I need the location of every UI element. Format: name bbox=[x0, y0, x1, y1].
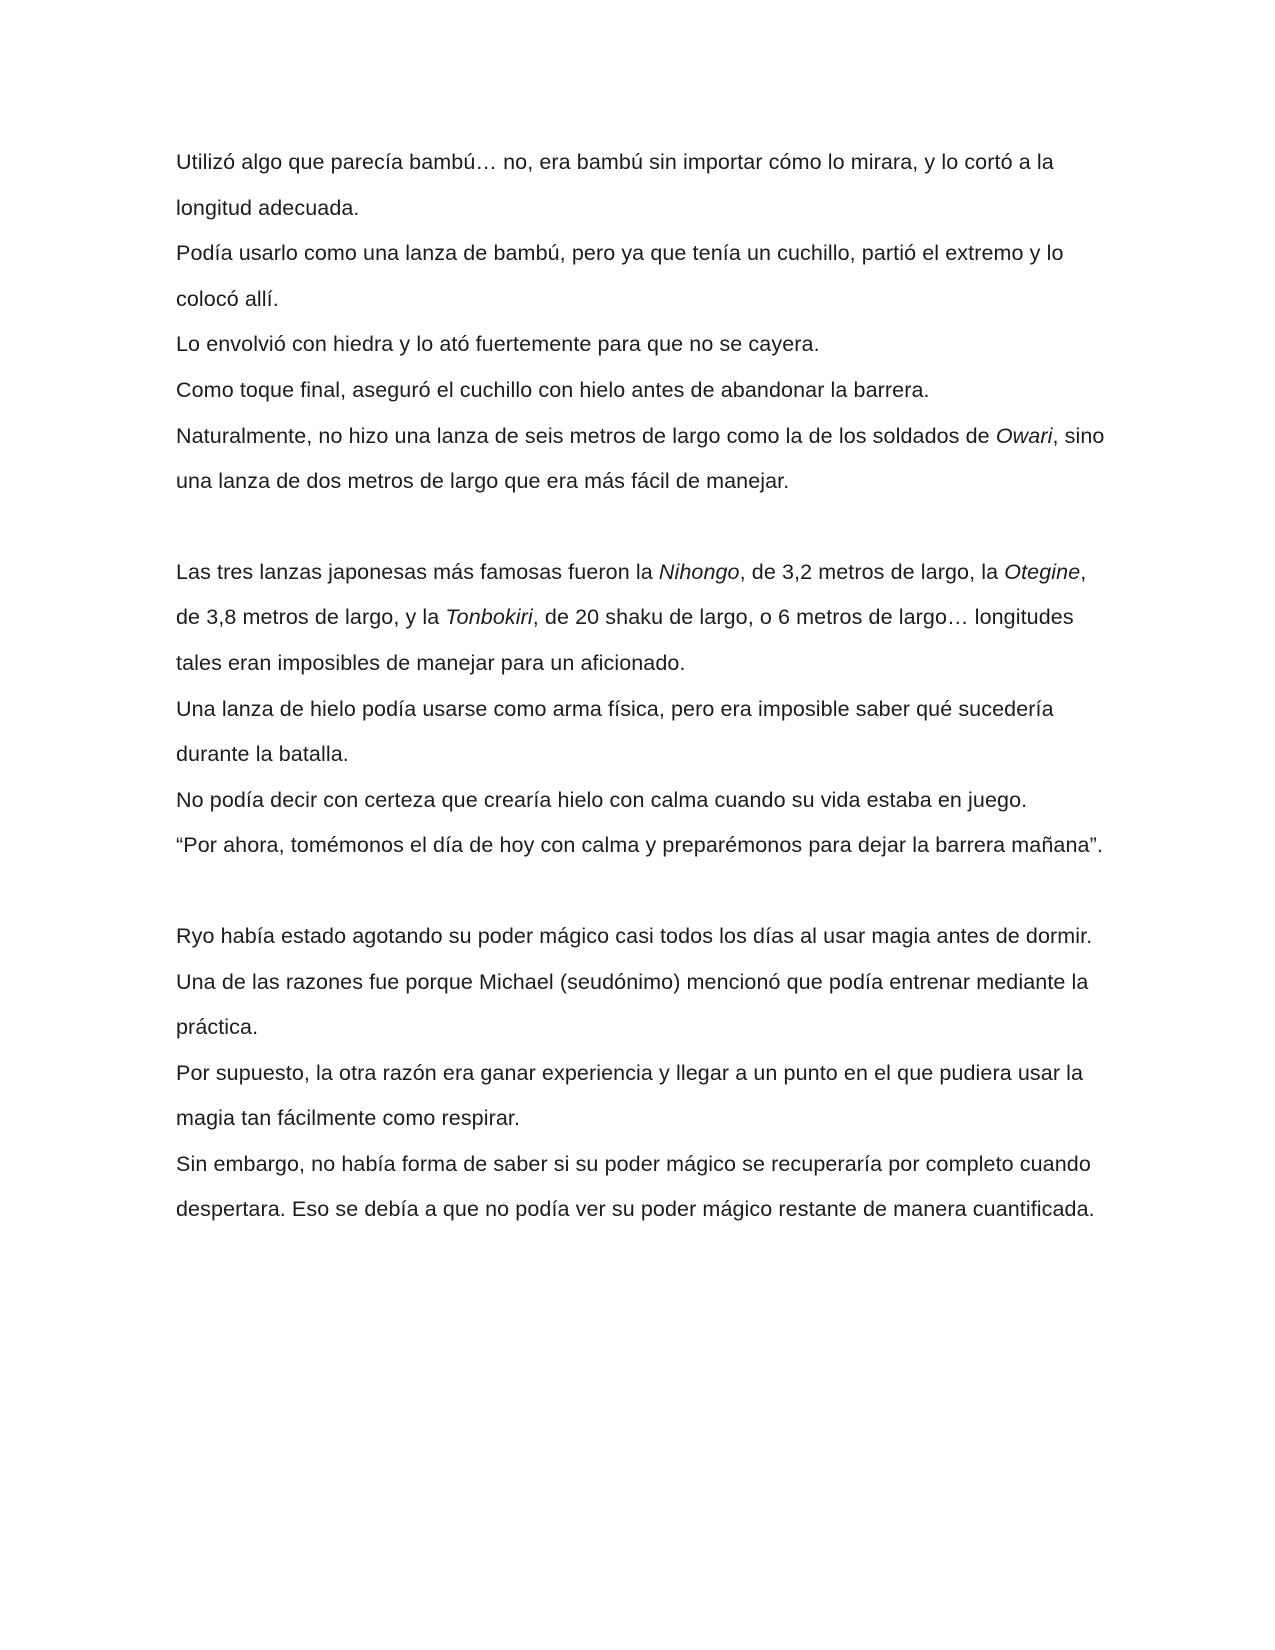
paragraph bbox=[176, 1142, 1106, 1233]
text-run: No podía decir con certeza que crearía hielo con calma cuando su vida estaba en juego. bbox=[176, 787, 1028, 812]
text-run: “Por ahora, tomémonos el día de hoy con calma y preparémonos para dejar la barrera mañana”. bbox=[176, 833, 1103, 858]
paragraph bbox=[176, 322, 1106, 368]
paragraph bbox=[176, 687, 1106, 778]
paragraph-gap bbox=[176, 869, 1106, 914]
text-run: Como toque final, aseguró el cuchillo con hielo antes de abandonar la barrera. bbox=[176, 377, 930, 402]
text-run: Lo envolvió con hiedra y lo ató fuertemente para que no se cayera. bbox=[176, 332, 820, 357]
paragraph bbox=[176, 823, 1106, 869]
text-run: , de 20 shaku de largo, o 6 metros de largo… longitudes tales eran imposibles de manejar para un aficionado. bbox=[176, 605, 1074, 675]
text-run: Las tres lanzas japonesas más famosas fueron la bbox=[176, 559, 659, 584]
italic-term: Nihongo bbox=[658, 559, 740, 584]
text-run: , de 3,2 metros de largo, la bbox=[739, 559, 1005, 584]
text-run: Naturalmente, no hizo una lanza de seis metros de largo como la de los soldados de bbox=[176, 423, 996, 448]
paragraph bbox=[176, 550, 1106, 687]
text-run: Una lanza de hielo podía usarse como arma física, pero era imposible saber qué sucedería durante la batalla. bbox=[176, 696, 1054, 767]
text-run: , de 3,8 metros de largo, y la bbox=[176, 559, 1087, 630]
text-run: Por supuesto, la otra razón era ganar experiencia y llegar a un punto en el que pudiera usar la magia tan fácilmente como respirar. bbox=[176, 1060, 1084, 1131]
italic-term: Tonbokiri bbox=[445, 605, 533, 630]
italic-term: Otegine bbox=[1004, 559, 1081, 584]
paragraph bbox=[176, 368, 1106, 414]
paragraph bbox=[176, 231, 1106, 322]
text-run: Una de las razones fue porque Michael (seudónimo) mencionó que podía entrenar mediante la práctica. bbox=[176, 969, 1089, 1040]
paragraph-gap bbox=[176, 505, 1106, 550]
text-run: Sin embargo, no había forma de saber si su poder mágico se recuperaría por completo cuando despertara. Eso se debía a que no podía ver su poder mágico restante de manera cuantificada. bbox=[176, 1151, 1095, 1222]
paragraph bbox=[176, 1051, 1106, 1142]
document-body bbox=[176, 140, 1106, 1233]
paragraph bbox=[176, 914, 1106, 960]
paragraph bbox=[176, 778, 1106, 824]
text-run: Ryo había estado agotando su poder mágico casi todos los días al usar magia antes de dormir. bbox=[176, 923, 1093, 948]
paragraph bbox=[176, 140, 1106, 231]
italic-term: Owari bbox=[995, 423, 1053, 448]
paragraph bbox=[176, 960, 1106, 1051]
text-run: , sino una lanza de dos metros de largo que era más fácil de manejar. bbox=[176, 423, 1105, 494]
text-run: Podía usarlo como una lanza de bambú, pero ya que tenía un cuchillo, partió el extremo y lo colocó allí. bbox=[176, 241, 1064, 311]
paragraph bbox=[176, 414, 1106, 505]
text-run: Utilizó algo que parecía bambú… no, era bambú sin importar cómo lo mirara, y lo cortó a la longitud adecuada. bbox=[176, 150, 1054, 220]
